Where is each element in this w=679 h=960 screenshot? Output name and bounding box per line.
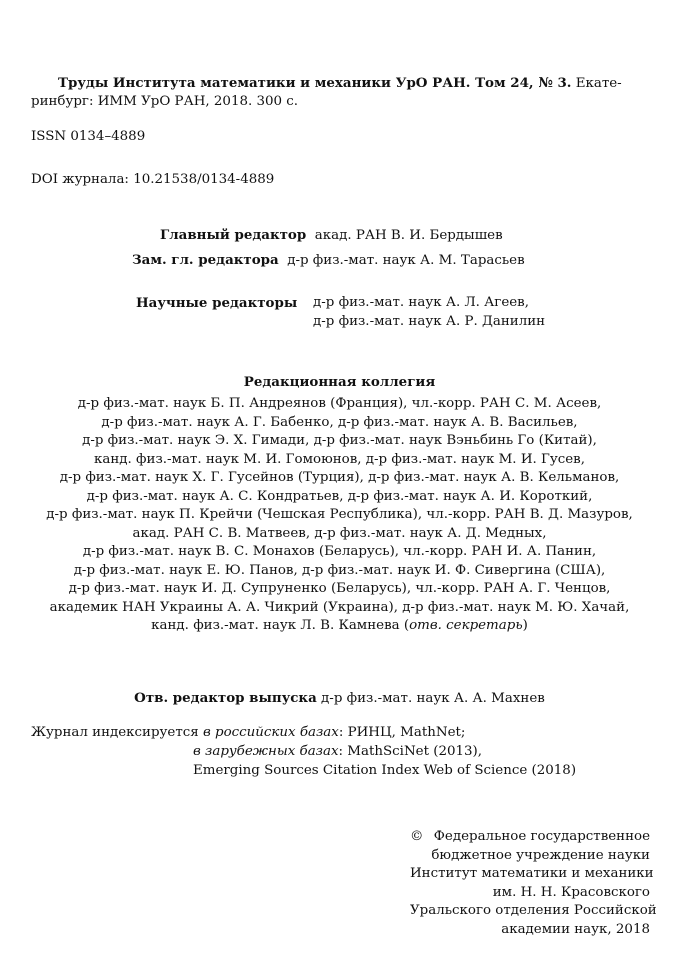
secretary-role: отв. секретарь	[409, 618, 523, 633]
citation-title: Труды Института математики и механики УрО РАН. Том 24, № 3.	[58, 75, 572, 91]
deputy-editor-label: Зам. гл. редактора	[132, 252, 279, 268]
scientific-editor-2: д-р физ.-мат. наук А. Р. Данилин	[313, 314, 546, 329]
issn: ISSN 0134–4889	[31, 129, 146, 144]
copyright-line: бюджетное учреждение науки	[431, 847, 650, 863]
chief-editor-label: Главный редактор	[160, 227, 307, 243]
citation-line1-rest: Екате-	[571, 76, 622, 91]
scientific-editors-label: Научные редакторы	[136, 295, 298, 311]
copyright-line: Институт математики и механики	[410, 866, 654, 881]
copyright-icon: ©	[410, 829, 424, 844]
deputy-editor-name: д-р физ.-мат. наук А. М. Тарасьев	[287, 253, 525, 268]
doi: DOI журнала: 10.21538/0134-4889	[31, 172, 275, 187]
indexing-line-1: Журнал индексируется в российских базах: РИНЦ, MathNet;	[31, 725, 466, 740]
board-line: д-р физ.-мат. наук А. С. Кондратьев, д-р физ.-мат. наук А. И. Короткий,	[86, 488, 593, 504]
indexing-foreign-label: в зарубежных базах	[193, 744, 339, 759]
indexing-line-2: в зарубежных базах: MathSciNet (2013),	[193, 744, 483, 759]
citation-line-2: ринбург: ИММ УрО РАН, 2018. 300 с.	[31, 94, 299, 109]
board-line: д-р физ.-мат. наук И. Д. Супруненко (Беларусь), чл.-корр. РАН А. Г. Ченцов,	[68, 581, 611, 596]
board-line: д-р физ.-мат. наук П. Крейчи (Чешская Республика), чл.-корр. РАН В. Д. Мазуров,	[46, 507, 633, 522]
board-line: акад. РАН С. В. Матвеев, д-р физ.-мат. наук А. Д. Медных,	[132, 525, 547, 541]
issue-editor	[0, 689, 679, 708]
board-line-secretary: канд. физ.-мат. наук Л. В. Камнева (отв. секретарь)	[151, 618, 528, 633]
chief-editor	[160, 226, 503, 245]
board-line: д-р физ.-мат. наук Э. Х. Гимади, д-р физ.-мат. наук Вэньбинь Го (Китай),	[82, 433, 597, 448]
editorial-board-list	[0, 395, 679, 636]
board-line: д-р физ.-мат. наук Б. П. Андреянов (Франция), чл.-корр. РАН С. М. Асеев,	[77, 396, 602, 411]
copyright-line: им. Н. Н. Красовского	[492, 884, 650, 900]
issue-editor-label: Отв. редактор выпуска	[134, 690, 317, 706]
scientific-editor-1: д-р физ.-мат. наук А. Л. Агеев,	[313, 295, 529, 310]
board-line: д-р физ.-мат. наук Х. Г. Гусейнов (Турция), д-р физ.-мат. наук А. В. Кельманов,	[59, 470, 620, 485]
copyright-line: Федеральное государственное	[433, 829, 650, 844]
chief-editor-name: акад. РАН В. И. Бердышев	[314, 228, 503, 243]
deputy-editor	[132, 251, 525, 270]
board-line: академик НАН Украины А. А. Чикрий (Украина), д-р физ.-мат. наук М. Ю. Хачай,	[49, 599, 630, 615]
copyright-line: Уральского отделения Российской	[410, 903, 657, 918]
board-line: канд. физ.-мат. наук М. И. Гомоюнов, д-р физ.-мат. наук М. И. Гусев,	[94, 451, 585, 467]
copyright-block	[410, 828, 657, 939]
copyright-line: академии наук, 2018	[501, 921, 650, 937]
issue-editor-name: д-р физ.-мат. наук А. А. Махнев	[321, 691, 545, 706]
citation-line-1	[58, 74, 622, 93]
indexing-ru-label: в российских базах	[202, 725, 339, 740]
board-line: д-р физ.-мат. наук В. С. Монахов (Беларусь), чл.-корр. РАН И. А. Панин,	[82, 544, 597, 559]
editorial-board-title: Редакционная коллегия	[243, 374, 436, 390]
board-line: д-р физ.-мат. наук А. Г. Бабенко, д-р физ.-мат. наук А. В. Васильев,	[101, 414, 578, 430]
board-line: д-р физ.-мат. наук Е. Ю. Панов, д-р физ.-мат. наук И. Ф. Сивергина (США),	[73, 562, 606, 578]
indexing-line-3: Emerging Sources Citation Index Web of Science (2018)	[193, 763, 577, 778]
